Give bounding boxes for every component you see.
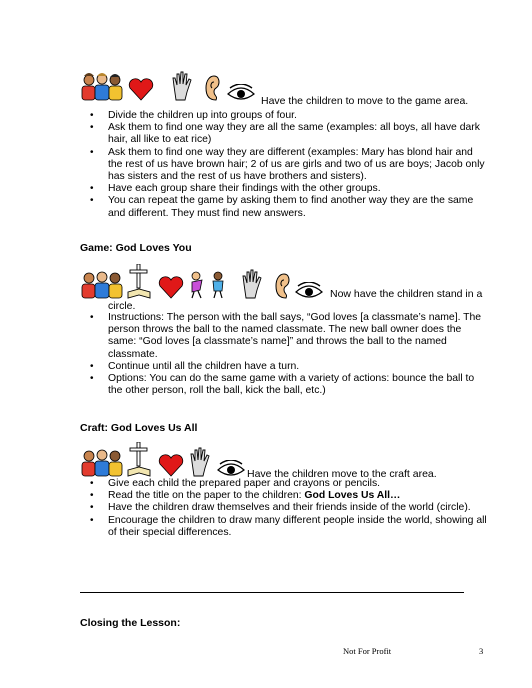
section1-lead: Have the children to move to the game area. bbox=[261, 95, 469, 107]
icon-row bbox=[80, 260, 490, 300]
heart-icon bbox=[158, 276, 184, 300]
children-playing-icon bbox=[188, 270, 228, 300]
children-group-icon bbox=[80, 268, 124, 300]
list-item bbox=[108, 490, 490, 502]
game-heading: Game: God Loves You bbox=[80, 242, 192, 254]
eye-icon bbox=[226, 84, 256, 102]
children-group-icon bbox=[80, 70, 124, 102]
ear-icon bbox=[202, 74, 222, 102]
craft-lead: Have the children move to the craft area. bbox=[247, 468, 437, 480]
ear-icon bbox=[272, 272, 292, 300]
page-number: 3 bbox=[479, 646, 484, 656]
paper-title: God Loves Us All… bbox=[304, 490, 401, 502]
game-lead-continued: circle. bbox=[108, 300, 136, 312]
list-item: • Have the children draw themselves and their friends inside of the world (circle). bbox=[108, 502, 490, 514]
craft-heading: Craft: God Loves Us All bbox=[80, 422, 198, 434]
section1-list bbox=[80, 110, 490, 220]
heart-icon bbox=[128, 78, 154, 102]
craft-list bbox=[80, 478, 490, 539]
cross-bible-icon bbox=[126, 264, 152, 300]
list-item: • Ask them to find one way they are all the same (examples: all boys, all have dark hair, all like to eat rice) bbox=[108, 122, 490, 146]
game-lead: Now have the children stand in a bbox=[330, 288, 483, 300]
section-craft bbox=[80, 438, 490, 539]
hand-icon bbox=[240, 268, 264, 300]
heart-icon bbox=[158, 454, 184, 478]
list-item: • Give each child the prepared paper and crayons or pencils. bbox=[108, 478, 490, 490]
section-game bbox=[80, 260, 490, 397]
cross-bible-icon bbox=[126, 442, 152, 478]
icon-row bbox=[80, 438, 490, 478]
list-item: • Instructions: The person with the ball says, “God loves [a classmate’s name]. The person throws the ball to the named classmate. The new ball owner does the same: “God loves [a classmate’s name]” and throws the ball to the named classmate. bbox=[108, 312, 490, 361]
game-list bbox=[80, 312, 490, 397]
closing-heading: Closing the Lesson: bbox=[80, 617, 181, 629]
icon-row bbox=[80, 62, 490, 107]
list-item: • You can repeat the game by asking them to find another way they are the same and different. They must find new answers. bbox=[108, 195, 490, 219]
children-group-icon bbox=[80, 446, 124, 478]
hand-icon bbox=[170, 70, 194, 102]
list-item: • Encourage the children to draw many different people inside the world, showing all of their special differences. bbox=[108, 515, 490, 539]
divider bbox=[80, 592, 464, 593]
footer-note: Not For Profit bbox=[343, 646, 392, 656]
hand-icon bbox=[188, 446, 212, 478]
list-item: • Ask them to find one way they are different (examples: Mary has blond hair and the rest of us have brown hair; 2 of us are girls and two of us are boys; Jacob only has sisters and the rest of us have brothers and sisters). bbox=[108, 147, 490, 184]
title-bullet-prefix: Read the title on the paper to the children: bbox=[108, 490, 305, 502]
list-item: • Continue until all the children have a turn. bbox=[108, 361, 490, 373]
eye-icon bbox=[216, 460, 246, 478]
list-item: • Options: You can do the same game with a variety of actions: bounce the ball to the other person, roll the ball, kick the ball, etc.) bbox=[108, 373, 490, 397]
list-item: • Divide the children up into groups of four. bbox=[108, 110, 490, 122]
eye-icon bbox=[294, 282, 324, 300]
list-item: • Have each group share their findings with the other groups. bbox=[108, 183, 490, 195]
section-sameness bbox=[80, 62, 490, 220]
